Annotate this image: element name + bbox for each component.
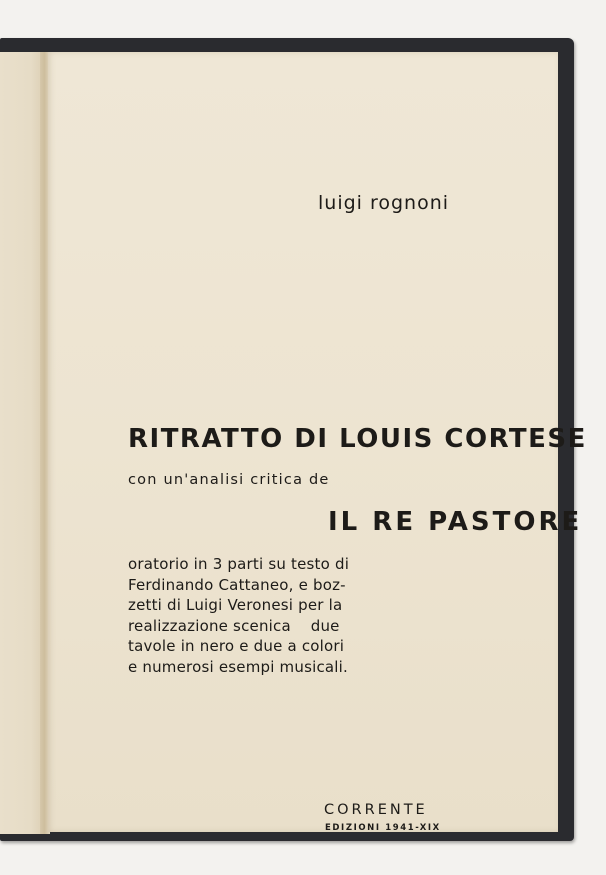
description-line: realizzazione scenica due <box>128 616 340 635</box>
description-block <box>128 554 349 677</box>
description-line: Ferdinando Cattaneo, e boz- <box>128 575 346 594</box>
book-subtitle: con un'analisi critica de <box>128 472 330 488</box>
description-line: zetti di Luigi Veronesi per la <box>128 596 343 614</box>
publisher-name: CORRENTE <box>324 802 428 818</box>
author-name: luigi rognoni <box>318 192 450 214</box>
publisher-imprint: EDIZIONI 1941-XIX <box>325 823 441 833</box>
title-page <box>48 52 587 833</box>
description-line: oratorio in 3 parti su testo di <box>128 555 350 573</box>
book-title: RITRATTO DI LOUIS CORTESE <box>128 424 587 454</box>
facing-page <box>0 52 44 834</box>
description-line: e numerosi esempi musicali. <box>128 657 348 676</box>
work-title: IL RE PASTORE <box>328 507 583 537</box>
description-line: tavole in nero e due a colori <box>128 637 345 655</box>
